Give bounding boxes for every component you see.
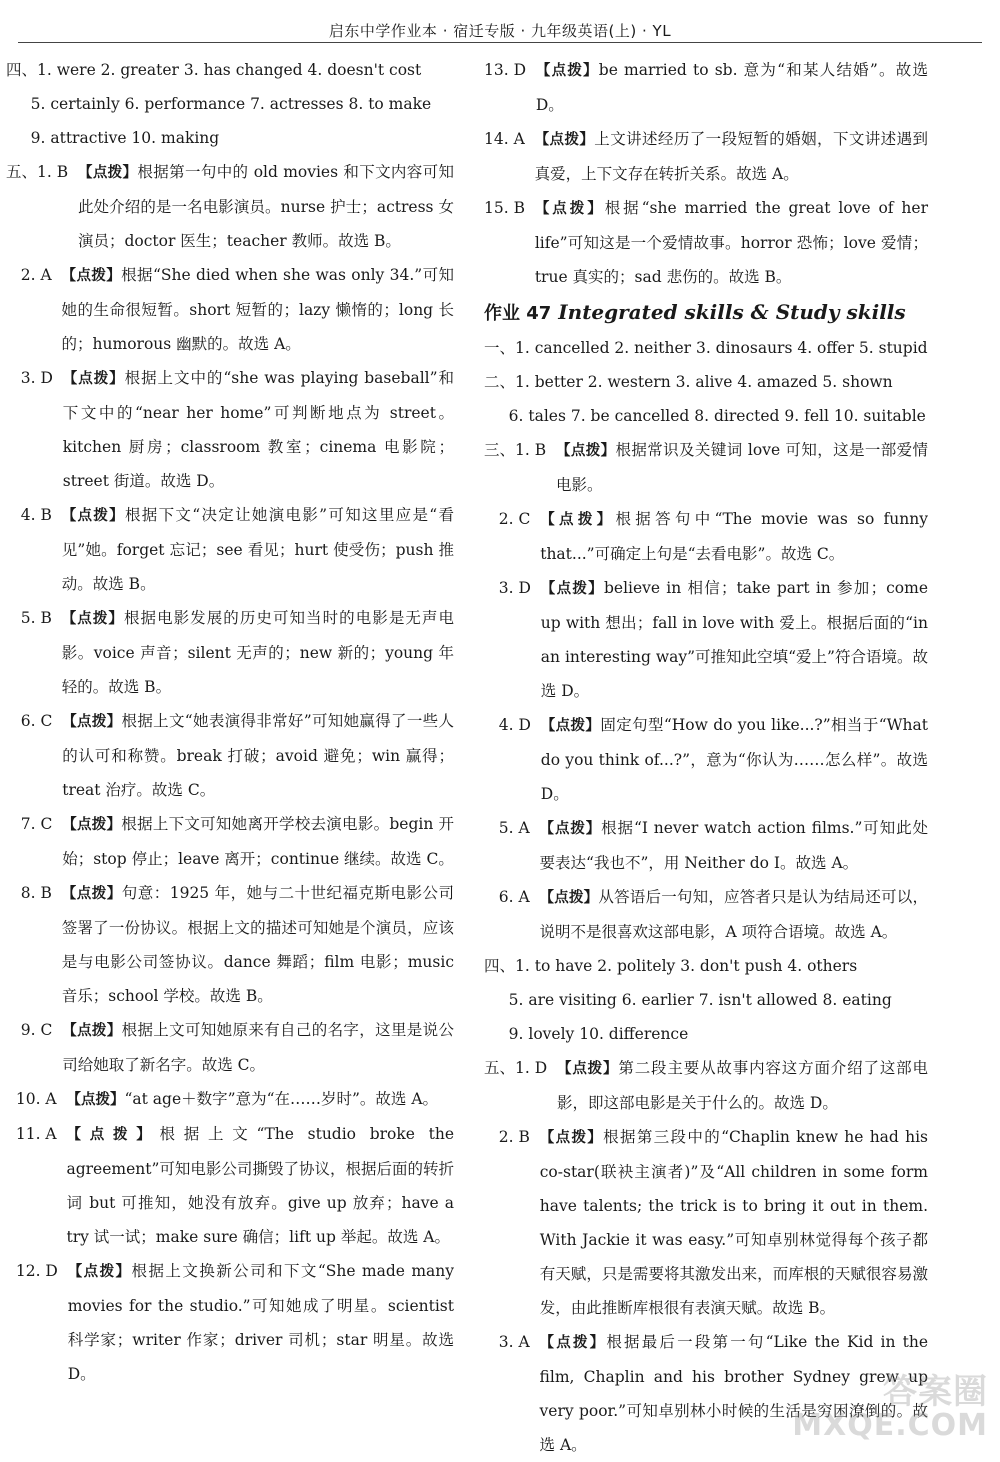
item-text: 根据第三段中的“Chaplin knew he had his co-star(联袂主演者)”及“All children in some form have talents; the trick is to bring it out in them. With Jackie it was easy.”可知卓别林觉得每个孩子都有天赋，只是需要将其激发出来，而库根的天赋很容易激发，由此推断库根很有表演天赋。故选 B。 — [539, 1128, 929, 1317]
item-body — [535, 331, 928, 365]
item-text: 根据电影发展的历史可知当时的电影是无声电影。voice 声音；silent 无声的；new 新的；young 年轻的。故选 B。 — [61, 609, 454, 696]
hint-tag: 【点拨】 — [540, 718, 601, 734]
answer-item — [484, 502, 928, 571]
right-column — [484, 53, 928, 1462]
hint-tag: 【点拨】 — [66, 1127, 160, 1143]
item-number: 8. B — [6, 884, 62, 902]
hint-tag: 【点拨】 — [557, 1061, 619, 1077]
item-body — [536, 53, 928, 122]
item-body — [62, 876, 454, 1013]
item-number: 11. A — [6, 1125, 67, 1143]
hint-tag: 【点拨】 — [61, 508, 125, 524]
answer-item — [6, 876, 454, 1013]
item-number — [484, 1017, 509, 1051]
item-body — [63, 361, 454, 498]
item-text: cancelled 2. neither 3. dinosaurs 4. offer 5. stupid — [534, 339, 928, 357]
item-body — [535, 365, 928, 399]
answer-item — [6, 1117, 454, 1254]
item-body — [509, 399, 928, 433]
hint-tag: 【点拨】 — [61, 268, 122, 284]
answer-item — [484, 365, 928, 399]
answer-item — [6, 498, 454, 601]
exercise-47-answers — [484, 331, 928, 1462]
item-number: 7. C — [6, 815, 63, 833]
item-body — [57, 53, 454, 87]
item-text: 根据“I never watch action films.”可知此处要表达“我也不”，用 Neither do I。故选 A。 — [539, 819, 928, 872]
item-number: 2. A — [6, 266, 62, 284]
item-body — [540, 1120, 928, 1325]
item-text: 根据“She died when she was only 34.”可知她的生命很短暂。short 短暂的；lazy 懒惰的；long 长的；humorous 幽默的。故选 A。 — [61, 266, 454, 353]
item-text: 9. lovely 10. difference — [508, 1025, 689, 1043]
item-body — [541, 708, 928, 811]
item-body — [557, 1051, 928, 1120]
hint-tag: 【点拨】 — [77, 165, 138, 181]
item-body — [540, 880, 928, 949]
hint-tag: 【点拨】 — [539, 821, 602, 837]
item-body — [540, 502, 928, 571]
item-number: 五、1. B — [6, 163, 78, 181]
item-text: 根据上文中的“she was playing baseball”和下文中的“near her home”可判断地点为 street。kitchen 厨房；classroom 教室；cinema 电影院；street 街道。故选 D。 — [62, 369, 455, 490]
item-body — [68, 1254, 454, 1391]
hint-tag: 【点拨】 — [539, 890, 599, 906]
hint-tag: 【点拨】 — [534, 201, 605, 217]
item-text: 9. attractive 10. making — [30, 129, 220, 147]
item-number: 12. D — [6, 1262, 68, 1280]
answer-item — [484, 399, 928, 433]
hint-tag: 【点拨】 — [555, 443, 616, 459]
answer-item — [6, 361, 454, 498]
item-number: 4. B — [6, 506, 62, 524]
item-body — [509, 983, 928, 1017]
answer-item — [484, 880, 928, 949]
item-body — [62, 807, 454, 876]
answer-item — [484, 811, 928, 880]
item-text: 根据上文可知她原来有自己的名字，这里是说公司给她取了新名字。故选 C。 — [62, 1021, 454, 1074]
item-number: 6. A — [484, 888, 540, 906]
item-number: 四、1. — [6, 61, 57, 79]
hint-tag: 【点拨】 — [540, 581, 604, 597]
answer-item — [484, 331, 928, 365]
hint-tag: 【点拨】 — [61, 886, 122, 902]
hint-tag: 【点拨】 — [61, 611, 124, 627]
item-text: 句意：1925 年，她与二十世纪福克斯电影公司签署了一份协议。根据上文的描述可知她是个演员，应该是与电影公司签协议。dance 舞蹈；film 电影；music 音乐；school 学校。故选 B。 — [61, 884, 455, 1005]
item-text: 根据“she married the great love of her life”可知这是一个爱情故事。horror 恐怖；love 爱情；true 真实的；sad 悲伤的。故选 B。 — [534, 199, 929, 286]
answer-item — [484, 949, 928, 983]
answer-item — [484, 53, 928, 122]
answer-item — [6, 53, 454, 87]
item-text: 根据最后一段第一句“Like the Kid in the film, Chaplin and his brother Sydney grew up very poor.”可知卓别林小时候的生活是穷困潦倒的。故选 A。 — [539, 1333, 929, 1454]
answer-item — [484, 1051, 928, 1120]
item-text: 6. tales 7. be cancelled 8. directed 9. fell 10. suitable — [508, 407, 926, 425]
item-number — [484, 399, 509, 433]
answer-item — [484, 571, 928, 708]
answer-item — [6, 121, 454, 155]
item-number: 10. A — [6, 1090, 67, 1108]
item-body — [62, 258, 454, 361]
item-text: 5. certainly 6. performance 7. actresses 8. to make — [30, 95, 432, 113]
item-number: 三、1. B — [484, 441, 556, 459]
item-body — [62, 704, 454, 807]
answer-item — [6, 1013, 454, 1082]
answer-item — [484, 122, 928, 191]
item-number: 9. C — [6, 1021, 63, 1039]
item-text: 根据上文换新公司和下文“She made many movies for the studio.”可知她成了明星。scientist 科学家；writer 作家；driver 司机；star 明星。故选 D。 — [67, 1262, 455, 1383]
item-number — [6, 121, 31, 155]
exercise-number: 作业 47 — [484, 303, 552, 324]
item-text: 5. are visiting 6. earlier 7. isn't allowed 8. eating — [508, 991, 892, 1009]
item-text: 从答语后一句知，应答者只是认为结局还可以，说明不是很喜欢这部电影，A 项符合语境。故选 A。 — [539, 888, 928, 941]
item-text: were 2. greater 3. has changed 4. doesn't cost — [56, 61, 422, 79]
hint-tag: 【点拨】 — [535, 63, 599, 79]
answer-item — [6, 258, 454, 361]
item-text: 根据答句中“The movie was so funny that...”可确定上句是“去看电影”。故选 C。 — [540, 510, 929, 563]
item-text: 固定句型“How do you like...?”相当于“What do you think of...?”，意为“你认为……怎么样”。故选 D。 — [540, 716, 929, 803]
item-text: 上文讲述经历了一段短暂的婚姻，下文讲述遇到真爱，上下文存在转折关系。故选 A。 — [534, 130, 928, 183]
item-number: 14. A — [484, 130, 535, 148]
answer-item — [6, 1254, 454, 1391]
hint-tag: 【点拨】 — [540, 512, 616, 528]
item-number: 3. A — [484, 1333, 540, 1351]
hint-tag: 【点拨】 — [62, 1023, 122, 1039]
site-watermark — [792, 1372, 988, 1443]
item-number — [484, 983, 509, 1017]
answers-continued — [484, 53, 928, 294]
answer-item — [484, 433, 928, 502]
hint-tag: 【点拨】 — [62, 371, 125, 387]
item-text: to have 2. politely 3. don't push 4. others — [534, 957, 858, 975]
item-number: 3. D — [484, 579, 541, 597]
item-body — [509, 1017, 928, 1051]
item-text: 根据下文“决定让她演电影”可知这里应是“看见”她。forget 忘记；see 看见；hurt 使受伤；push 推动。故选 B。 — [61, 506, 454, 593]
answer-item — [6, 807, 454, 876]
hint-tag: 【点拨】 — [539, 1335, 607, 1351]
answer-item — [6, 155, 454, 258]
watermark-cn: 答案圈 — [883, 1372, 988, 1412]
item-body — [540, 811, 928, 880]
left-column — [6, 53, 454, 1391]
running-title: 启东中学作业本 · 宿迁专版 · 九年级英语(上) · YL — [328, 22, 672, 40]
item-number: 5. A — [484, 819, 540, 837]
item-body — [66, 1082, 454, 1117]
item-text: 根据常识及关键词 love 可知，这是一部爱情电影。 — [555, 441, 929, 494]
answer-item — [6, 1082, 454, 1117]
item-text: 根据上下文可知她离开学校去演电影。begin 开始；stop 停止；leave 离开；continue 继续。故选 C。 — [62, 815, 455, 868]
answer-item — [484, 1017, 928, 1051]
hint-tag: 【点拨】 — [62, 817, 122, 833]
exercise-heading — [484, 294, 928, 332]
header-divider — [18, 42, 982, 43]
hint-tag: 【点拨】 — [534, 132, 595, 148]
item-number: 3. D — [6, 369, 63, 387]
item-text: 第二段主要从故事内容这方面介绍了这部电影，即这部电影是关于什么的。故选 D。 — [557, 1059, 929, 1112]
item-body — [62, 601, 454, 704]
hint-tag: 【点拨】 — [62, 714, 122, 730]
answer-item — [484, 191, 928, 294]
item-body — [535, 191, 928, 294]
item-number: 6. C — [6, 712, 63, 730]
exercise-title: Integrated skills & Study skills — [558, 300, 906, 324]
answer-item — [6, 87, 454, 121]
item-body — [541, 571, 928, 708]
item-body — [62, 498, 454, 601]
answer-item — [484, 708, 928, 811]
answer-item — [6, 704, 454, 807]
item-body — [535, 122, 928, 191]
item-number: 2. C — [484, 510, 541, 528]
watermark-url: MXQE.COM — [792, 1408, 988, 1443]
item-text: believe in 相信；take part in 参加；come up with 想出；fall in love with 爱上。根据后面的“in an interesting way”可推知此空填“爱上”符合语境。故选 D。 — [540, 579, 928, 700]
item-text: better 2. western 3. alive 4. amazed 5. shown — [534, 373, 893, 391]
answer-item — [6, 601, 454, 704]
item-number: 15. B — [484, 199, 535, 217]
item-body — [78, 155, 454, 258]
item-text: “at age＋数字”意为“在……岁时”。故选 A。 — [124, 1090, 439, 1108]
item-body — [31, 121, 454, 155]
item-number: 13. D — [484, 61, 536, 79]
item-number: 二、1. — [484, 373, 535, 391]
hint-tag: 【点拨】 — [67, 1264, 132, 1280]
item-number: 一、1. — [484, 339, 535, 357]
item-number: 2. B — [484, 1128, 540, 1146]
hint-tag: 【点拨】 — [66, 1092, 125, 1108]
item-body — [31, 87, 454, 121]
item-text: 根据上文“The studio broke the agreement”可知电影公司撕毁了协议，根据后面的转折词 but 可推知，她没有放弃。give up 放弃；have a try 试一试；make sure 确信；lift up 举起。故选 A。 — [66, 1125, 454, 1246]
item-text: 根据上文“她表演得非常好”可知她赢得了一些人的认可和称赞。break 打破；avoid 避免；win 赢得；treat 治疗。故选 C。 — [62, 712, 455, 799]
answer-item — [484, 1120, 928, 1325]
item-number: 四、1. — [484, 957, 535, 975]
item-number: 5. B — [6, 609, 62, 627]
item-body — [535, 949, 928, 983]
hint-tag: 【点拨】 — [539, 1130, 604, 1146]
item-body — [62, 1013, 454, 1082]
item-text: be married to sb. 意为“和某人结婚”。故选 D。 — [535, 61, 929, 114]
item-body — [556, 433, 928, 502]
item-body — [66, 1117, 454, 1254]
page-header — [0, 0, 1000, 44]
item-number: 五、1. D — [484, 1059, 557, 1077]
item-number: 4. D — [484, 716, 541, 734]
item-text: 根据第一句中的 old movies 和下文内容可知此处介绍的是一名电影演员。nurse 护士；actress 女演员；doctor 医生；teacher 教师。故选 B。 — [77, 163, 454, 250]
answer-item — [484, 983, 928, 1017]
item-number — [6, 87, 31, 121]
